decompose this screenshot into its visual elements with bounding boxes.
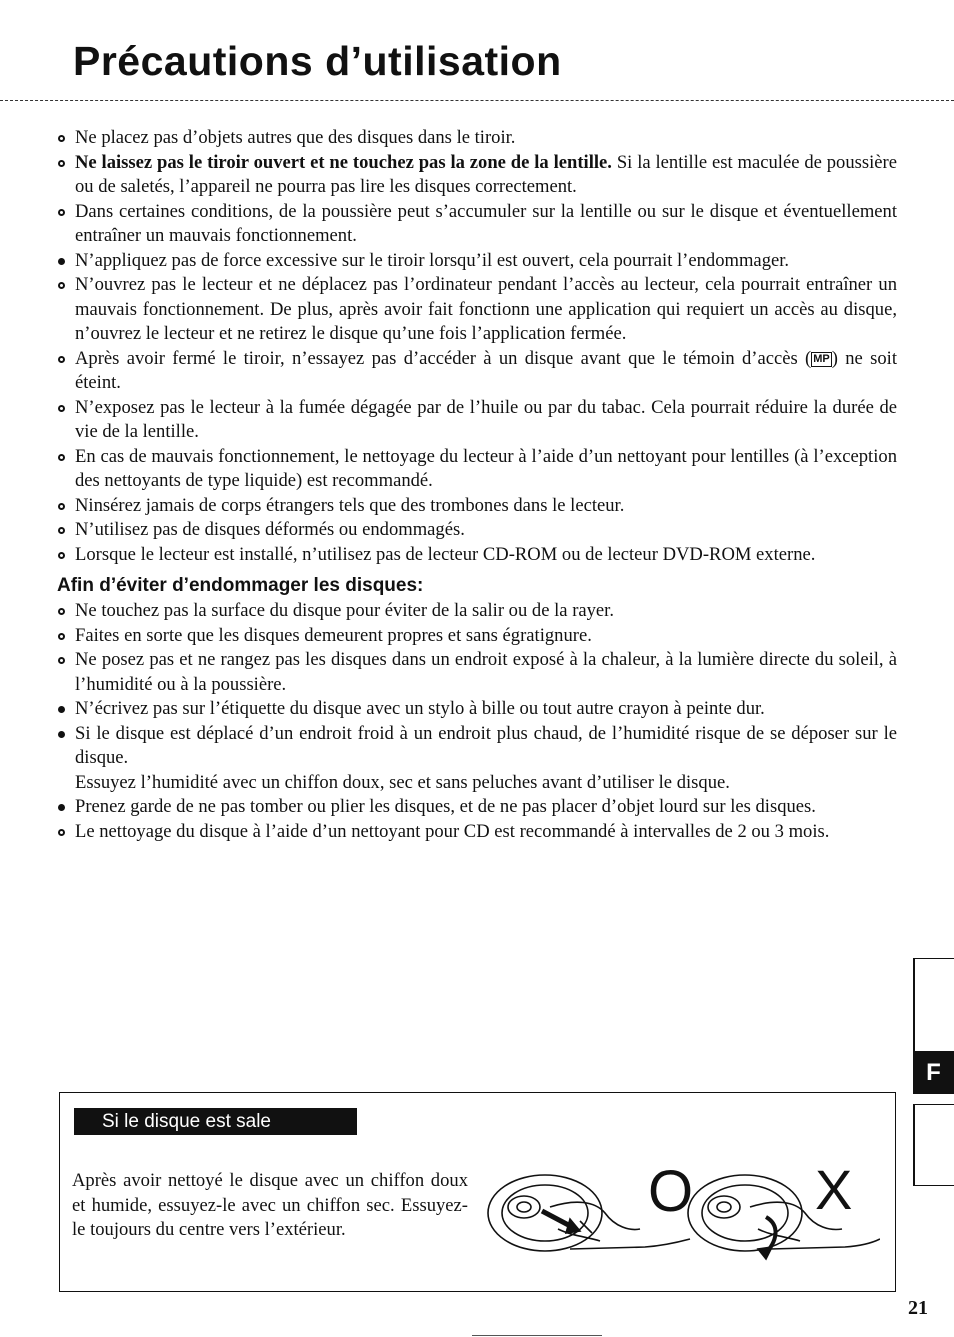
title-divider	[0, 100, 954, 101]
item-text: Ne placez pas d’objets autres que des disques dans le tiroir.	[75, 127, 516, 148]
item-text: Prenez garde de ne pas tomber ou plier les disques, et de ne pas placer d’objet lourd sur les disques.	[75, 796, 816, 817]
wrong-symbol: X	[815, 1158, 853, 1221]
disc-cleaning-illustration	[480, 1151, 880, 1281]
list-item	[57, 722, 897, 771]
hollow-bullet-icon	[58, 527, 65, 534]
hollow-bullet-icon	[58, 503, 65, 510]
list-item	[57, 249, 897, 274]
item-text: N’appliquez pas de force excessive sur le tiroir lorsqu’il est ouvert, cela pourrait l’endommager.	[75, 249, 790, 271]
list-item	[57, 494, 897, 519]
list-item	[57, 445, 897, 494]
hollow-bullet-icon	[58, 829, 65, 836]
list-item	[57, 200, 897, 249]
list-item	[57, 151, 897, 200]
item-text: Le nettoyage du disque à l’aide d’un nettoyant pour CD est recommandé à intervalles de 2 ou 3 mois.	[75, 820, 830, 842]
list-item	[57, 648, 897, 697]
list-item	[57, 820, 897, 845]
hollow-bullet-icon	[58, 552, 65, 559]
disc-care-list	[57, 599, 897, 771]
item-text: Lorsque le lecteur est installé, n’utilisez pas de lecteur CD-ROM ou de lecteur DVD-ROM externe.	[75, 543, 816, 565]
hollow-bullet-icon	[58, 356, 65, 363]
hollow-bullet-icon	[58, 209, 65, 216]
disc-section-heading: Afin d’éviter d’endommager les disques:	[57, 575, 424, 596]
hollow-bullet-icon	[58, 282, 65, 289]
list-item	[57, 543, 897, 568]
item-text: N’écrivez pas sur l’étiquette du disque avec un stylo à bille ou tout autre crayon à peinte dur.	[75, 698, 765, 719]
hollow-bullet-icon	[58, 454, 65, 461]
item-text: Dans certaines conditions, de la poussière peut s’accumuler sur la lentille ou sur le disque et éventuellement entraîner un mauvais fonctionnement.	[75, 200, 897, 246]
hollow-bullet-icon	[58, 633, 65, 640]
item-text: Ne posez pas et ne rangez pas les disques dans un endroit exposé à la chaleur, à la lumière directe du soleil, à l’humidité ou à la poussière.	[75, 649, 897, 695]
item-text: En cas de mauvais fonctionnement, le nettoyage du lecteur à l’aide d’un nettoyant pour lentilles (à l’exception des nettoyants de type liquide) est recommandé.	[75, 445, 897, 491]
item-text-after: ne soit éteint.	[75, 347, 897, 393]
item-text: Faites en sorte que les disques demeurent propres et sans égratignure.	[75, 624, 592, 646]
list-item	[57, 599, 897, 624]
list-item: Après avoir fermé le tiroir, n’essayez pas d’accéder à un disque avant que le témoin d’accès ( MP ) ne soit éteint.	[57, 347, 897, 396]
list-item	[57, 795, 897, 820]
list-item	[57, 273, 897, 347]
correct-symbol: O	[648, 1159, 694, 1224]
disc-humidity-note: Essuyez l’humidité avec un chiffon doux, sec et sans peluches avant d’utiliser le disque.	[75, 771, 730, 793]
drive-indicator-icon: MP	[813, 352, 830, 365]
item-text: N’exposez pas le lecteur à la fumée dégagée par de l’huile ou par du tabac. Cela pourrait réduire la durée de vie de la lentille.	[75, 396, 897, 442]
side-tab-lower	[913, 1104, 954, 1186]
list-item	[57, 518, 897, 543]
bottom-divider	[472, 1335, 602, 1336]
item-text: Si le disque est déplacé d’un endroit froid à un endroit plus chaud, de l’humidité risque de se déposer sur le disque.	[75, 722, 897, 768]
dirty-disc-title: Si le disque est sale	[74, 1108, 357, 1135]
item-text: Après avoir fermé le tiroir, n’essayez pas d’accéder à un disque avant que le témoin d’accès	[75, 347, 798, 369]
page-title: Précautions d’utilisation	[73, 38, 562, 84]
disc-care-list-continued	[57, 795, 897, 844]
hollow-bullet-icon	[58, 135, 65, 142]
filled-bullet-icon	[58, 804, 65, 811]
item-text: N’ouvrez pas le lecteur et ne déplacez pas l’ordinateur pendant l’accès au lecteur, cela pourrait entraîner un mauvais fonctionnement. De plus, après avoir fait fonctionn une application qui requiert un accès au disque, n’ouvrez le lecteur et ne retirez le disque qu’une fois l’application fermée.	[75, 274, 897, 344]
precautions-list	[57, 126, 897, 567]
item-text: Ninsérez jamais de corps étrangers tels que des trombones dans le lecteur.	[75, 494, 625, 516]
filled-bullet-icon	[58, 258, 65, 265]
language-tab-f: F	[913, 1051, 954, 1094]
hollow-bullet-icon	[58, 160, 65, 167]
dirty-disc-text: Après avoir nettoyé le disque avec un chiffon doux et humide, essuyez-le avec un chiffon sec. Essuyez-le toujours du centre vers l’extérieur.	[72, 1170, 468, 1241]
item-text: Si la lentille est maculée de poussière ou de saletés, l’appareil ne pourra pas lire les disques correctement.	[75, 151, 897, 197]
list-item	[57, 697, 897, 722]
item-text: N’utilisez pas de disques déformés ou endommagés.	[75, 519, 465, 540]
filled-bullet-icon	[58, 731, 65, 738]
list-item	[57, 396, 897, 445]
dirty-disc-box	[59, 1092, 896, 1292]
hollow-bullet-icon	[58, 657, 65, 664]
bold-lead: Ne laissez pas le tiroir ouvert et ne touchez pas la zone de la lentille.	[75, 151, 612, 173]
list-item	[57, 624, 897, 649]
page-number: 21	[908, 1297, 928, 1319]
filled-bullet-icon	[58, 706, 65, 713]
main-content	[57, 126, 897, 844]
item-text: Ne touchez pas la surface du disque pour éviter de la salir ou de la rayer.	[75, 600, 615, 621]
list-item	[57, 126, 897, 151]
hollow-bullet-icon	[58, 405, 65, 412]
hollow-bullet-icon	[58, 608, 65, 615]
